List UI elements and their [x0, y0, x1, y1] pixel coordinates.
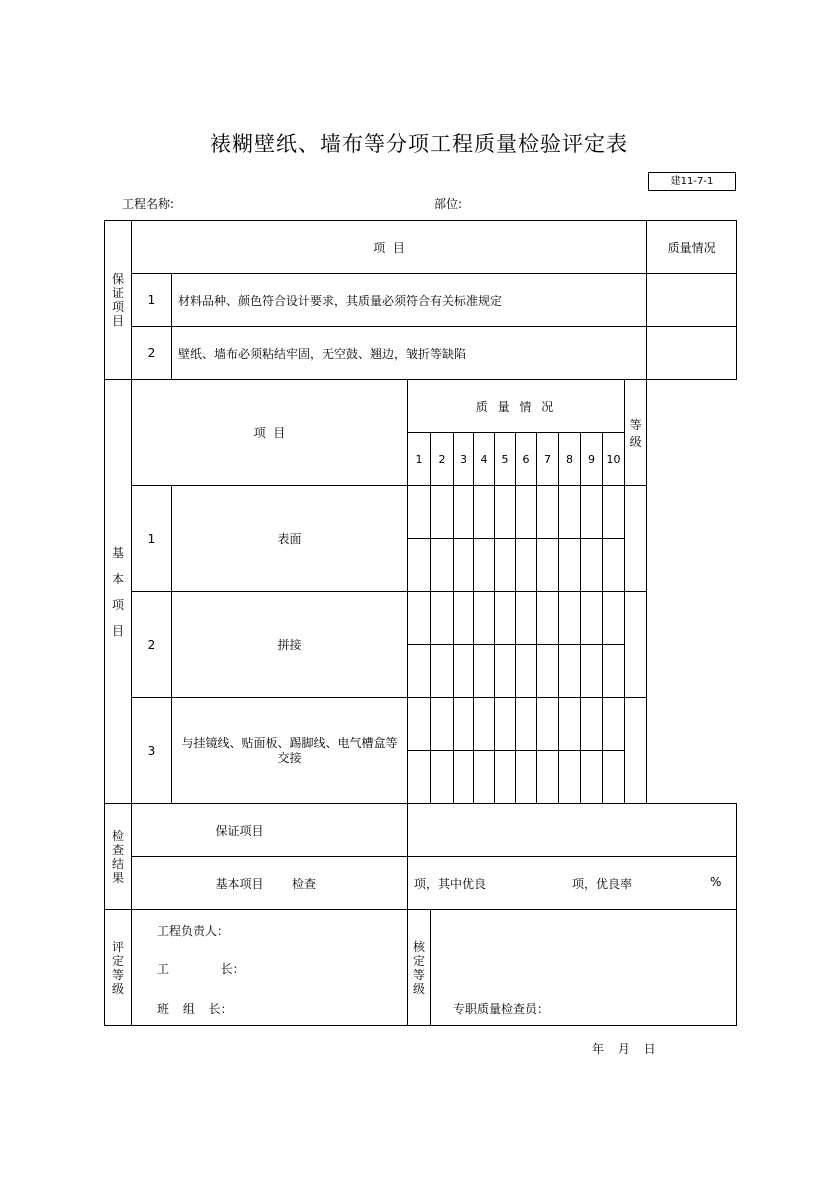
guarantee-row-quality[interactable] — [647, 327, 737, 380]
quality-cell[interactable] — [408, 645, 431, 698]
quality-number: 9 — [581, 433, 603, 486]
guarantee-col-quality: 质量情况 — [647, 221, 737, 274]
quality-cell[interactable] — [495, 645, 516, 698]
check-section-label: 检查结果 — [105, 804, 132, 910]
quality-cell[interactable] — [559, 698, 581, 751]
quality-cell[interactable] — [474, 698, 495, 751]
quality-cell[interactable] — [408, 698, 431, 751]
quality-cell[interactable] — [431, 698, 454, 751]
quality-cell[interactable] — [454, 645, 474, 698]
quality-cell[interactable] — [537, 539, 559, 592]
basic-col-grade: 等级 — [625, 380, 647, 486]
guarantee-section-label: 保证项目 — [105, 221, 132, 380]
quality-cell[interactable] — [603, 486, 625, 539]
quality-cell[interactable] — [537, 486, 559, 539]
quality-cell[interactable] — [454, 539, 474, 592]
quality-cell[interactable] — [516, 539, 537, 592]
quality-cell[interactable] — [474, 486, 495, 539]
quality-cell[interactable] — [495, 592, 516, 645]
basic-row-no: 1 — [132, 486, 172, 592]
guarantee-row-text: 壁纸、墙布必须粘结牢固，无空鼓、翘边，皱折等缺陷 — [172, 327, 647, 380]
basic-col-item: 项 目 — [132, 380, 408, 486]
basic-row-text: 与挂镜线、贴面板、踢脚线、电气槽盒等交接 — [172, 698, 408, 804]
date-line: 年 月 日 — [592, 1042, 656, 1056]
verify-area[interactable] — [431, 910, 737, 1026]
quality-cell[interactable] — [603, 539, 625, 592]
quality-number: 3 — [454, 433, 474, 486]
engineer-label: 工程负责人： — [157, 924, 230, 938]
quality-number: 2 — [431, 433, 454, 486]
form-code: 建11-7-1 — [648, 172, 736, 191]
quality-cell[interactable] — [516, 698, 537, 751]
quality-cell[interactable] — [537, 645, 559, 698]
quality-cell[interactable] — [516, 751, 537, 804]
quality-cell[interactable] — [431, 751, 454, 804]
guarantee-col-item: 项 目 — [132, 221, 647, 274]
quality-cell[interactable] — [408, 592, 431, 645]
basic-section-label: 基本项目 — [105, 380, 132, 804]
quality-number: 1 — [408, 433, 431, 486]
foreman-label: 工 长： — [157, 962, 245, 976]
quality-cell[interactable] — [431, 592, 454, 645]
check-basic-label: 基本项目 — [132, 857, 408, 910]
basic-row-no: 2 — [132, 592, 172, 698]
check-guarantee-label: 保证项目 — [132, 804, 408, 857]
basic-row-text: 拼接 — [172, 592, 408, 698]
quality-cell[interactable] — [516, 592, 537, 645]
inspector-label: 专职质量检查员： — [453, 1002, 550, 1016]
quality-cell[interactable] — [431, 486, 454, 539]
quality-cell[interactable] — [537, 698, 559, 751]
quality-cell[interactable] — [559, 751, 581, 804]
quality-cell[interactable] — [495, 698, 516, 751]
guarantee-row-no: 2 — [132, 327, 172, 380]
quality-cell[interactable] — [537, 592, 559, 645]
check-guarantee-value[interactable] — [408, 804, 737, 857]
quality-cell[interactable] — [474, 539, 495, 592]
quality-number: 10 — [603, 433, 625, 486]
quality-number: 7 — [537, 433, 559, 486]
quality-cell[interactable] — [537, 751, 559, 804]
guarantee-row-quality[interactable] — [647, 274, 737, 327]
quality-cell[interactable] — [516, 486, 537, 539]
quality-number: 8 — [559, 433, 581, 486]
basic-check-label: 检查 — [292, 877, 317, 891]
grade-cell[interactable] — [625, 592, 647, 698]
quality-cell[interactable] — [581, 698, 603, 751]
location-label: 部位: — [434, 197, 463, 211]
quality-cell[interactable] — [474, 751, 495, 804]
quality-cell[interactable] — [581, 592, 603, 645]
quality-cell[interactable] — [454, 592, 474, 645]
quality-cell[interactable] — [559, 486, 581, 539]
guarantee-row-no: 1 — [132, 274, 172, 327]
quality-cell[interactable] — [454, 486, 474, 539]
quality-cell[interactable] — [454, 698, 474, 751]
team-leader-label: 班 组 长： — [157, 1002, 233, 1016]
evaluation-table — [104, 220, 737, 1026]
quality-cell[interactable] — [431, 539, 454, 592]
quality-cell[interactable] — [408, 486, 431, 539]
quality-cell[interactable] — [559, 645, 581, 698]
guarantee-row-text: 材料品种、颜色符合设计要求，其质量必须符合有关标准规定 — [172, 274, 647, 327]
verify-section-label: 核定等级 — [408, 910, 431, 1026]
quality-cell[interactable] — [474, 645, 495, 698]
quality-cell[interactable] — [559, 592, 581, 645]
quality-cell[interactable] — [495, 486, 516, 539]
check-basic-value[interactable] — [292, 857, 737, 910]
quality-cell[interactable] — [559, 539, 581, 592]
quality-cell[interactable] — [603, 592, 625, 645]
quality-cell[interactable] — [516, 645, 537, 698]
quality-cell[interactable] — [603, 751, 625, 804]
quality-cell[interactable] — [474, 592, 495, 645]
quality-cell[interactable] — [495, 539, 516, 592]
basic-excellent-label: 项，其中优良 — [414, 877, 487, 891]
basic-row-text: 表面 — [172, 486, 408, 592]
basic-row-no: 3 — [132, 698, 172, 804]
basic-rate-label: 项，优良率 — [572, 877, 633, 891]
quality-number: 6 — [516, 433, 537, 486]
quality-cell[interactable] — [581, 486, 603, 539]
quality-cell[interactable] — [603, 698, 625, 751]
quality-cell[interactable] — [603, 645, 625, 698]
page-title: 裱糊壁纸、墙布等分项工程质量检验评定表 — [210, 132, 628, 156]
rating-section-label: 评定等级 — [105, 910, 132, 1026]
basic-col-quality: 质 量 情 况 — [408, 380, 625, 433]
project-name-label: 工程名称: — [122, 197, 175, 211]
quality-cell[interactable] — [408, 751, 431, 804]
quality-cell[interactable] — [408, 539, 431, 592]
grade-cell[interactable] — [625, 486, 647, 592]
percent-sign: % — [710, 875, 722, 889]
quality-cell[interactable] — [581, 751, 603, 804]
quality-cell[interactable] — [581, 539, 603, 592]
grade-cell[interactable] — [625, 698, 647, 804]
quality-number: 4 — [474, 433, 495, 486]
quality-cell[interactable] — [431, 645, 454, 698]
quality-cell[interactable] — [581, 645, 603, 698]
quality-cell[interactable] — [454, 751, 474, 804]
quality-number: 5 — [495, 433, 516, 486]
rating-signatures — [132, 910, 408, 1026]
quality-cell[interactable] — [495, 751, 516, 804]
